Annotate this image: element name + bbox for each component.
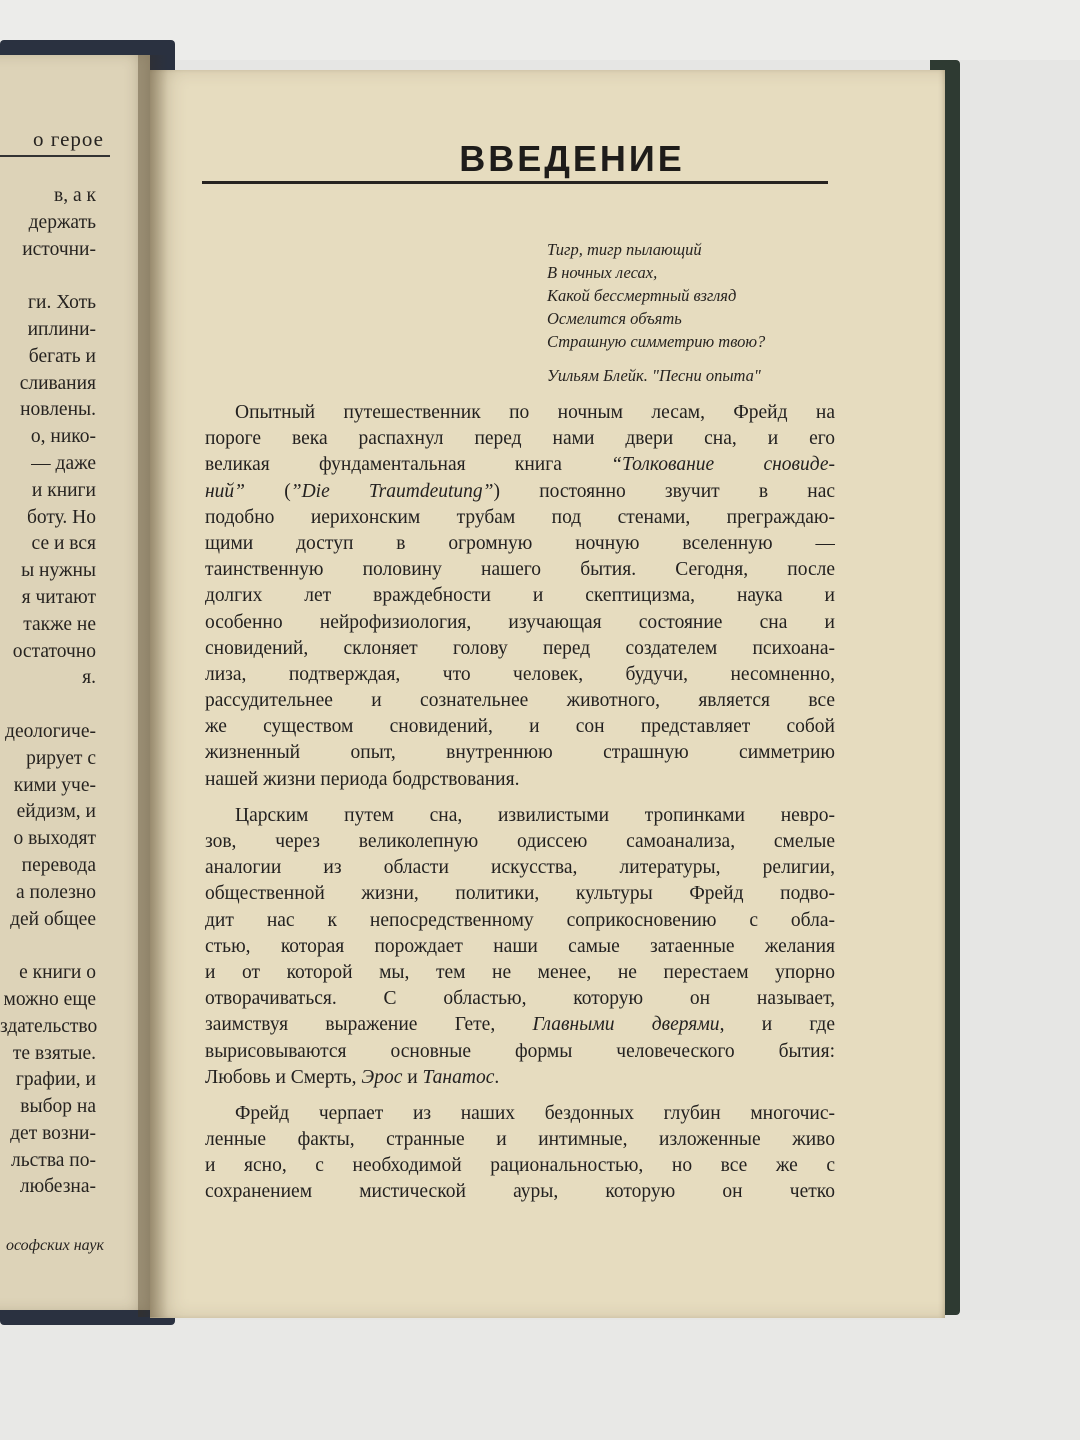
text-line: ы нужны xyxy=(21,560,96,582)
body-line: отворачиваться. С областью, которую он называет, xyxy=(205,988,835,1010)
epigraph xyxy=(547,238,837,386)
body-line: Опытный путешественник по ночным лесам, Фрейд на xyxy=(235,402,835,423)
left-page xyxy=(0,55,150,1310)
text-line: — даже xyxy=(31,452,96,474)
text-line: те взятые. xyxy=(12,1042,96,1064)
text-line: ги. Хоть xyxy=(28,292,96,314)
body-line: аналогии из области искусства, литературы, религии, xyxy=(205,857,835,879)
title-rule xyxy=(202,181,828,184)
body-line: ний” (”Die Traumdeutung”) постоянно звучит в нас xyxy=(205,480,835,502)
body-line: стью, которая порождает наши самые затаенные желания xyxy=(205,935,835,957)
body-line: и от которой мы, тем не менее, не перестаем упорно xyxy=(205,961,835,983)
text-line xyxy=(0,263,96,290)
text-line: сливания xyxy=(19,372,96,394)
body-line: подобно иерихонским трубам под стенами, преграждаю- xyxy=(205,506,835,528)
text-line: я. xyxy=(82,667,96,689)
body-line: рассудительнее и сознательнее животного, является все xyxy=(205,690,835,712)
text-line: здательство xyxy=(0,1015,98,1037)
body-line: зов, через великолепную одиссею самоанализа, смелые xyxy=(205,831,835,852)
text-line: также не xyxy=(23,613,96,635)
text-line: иплини- xyxy=(27,318,96,340)
text-line: е книги о xyxy=(19,962,96,984)
text-line: бегать и xyxy=(28,345,96,367)
text-line: о выходят xyxy=(13,828,96,850)
body-line: сновидений, склоняет голову перед создателем психоана- xyxy=(205,637,835,659)
text-line: выбор на xyxy=(20,1096,96,1118)
right-page xyxy=(150,70,945,1318)
text-line: дет возни- xyxy=(10,1122,96,1144)
epigraph-source: Уильям Блейк. "Песни опыта" xyxy=(547,366,761,385)
epigraph-line: Тигр, тигр пылающий xyxy=(547,240,702,259)
body-line: великая фундаментальная книга “Толкование сновиде- xyxy=(205,454,835,476)
text-line: дей общее xyxy=(10,908,96,930)
text-line: держать xyxy=(28,211,96,233)
text-line: я читают xyxy=(21,586,96,608)
body-line: нашей жизни периода бодрствования. xyxy=(205,768,520,790)
body-line: же существом сновидений, и сон представляет собой xyxy=(205,716,835,738)
text-line: се и вся xyxy=(31,533,96,555)
gutter-shadow xyxy=(138,55,168,1317)
table-surface xyxy=(0,1320,1080,1440)
body-line: жизненный опыт, внутреннюю страшную симметрию xyxy=(205,742,835,764)
epigraph-line: Осмелится объять xyxy=(547,309,682,328)
body-line: особенно нейрофизиология, изучающая состояние сна и xyxy=(205,611,835,633)
body-text xyxy=(205,400,835,1206)
body-line: Фрейд черпает из наших бездонных глубин многочис- xyxy=(235,1102,835,1124)
body-line: Любовь и Смерть, Эрос и Танатос. xyxy=(205,1066,500,1088)
body-line: таинственную половину нашего бытия. Сегодня, после xyxy=(205,559,835,581)
text-line: новлены. xyxy=(20,399,96,421)
chapter-title: ВВЕДЕНИЕ xyxy=(459,138,685,179)
text-line: перевода xyxy=(21,854,96,876)
body-line: заимствуя выражение Гете, Главными дверями, и где xyxy=(205,1014,835,1036)
running-head: о герое xyxy=(33,127,104,151)
epigraph-line: В ночных лесах, xyxy=(547,263,658,282)
text-line: в, а к xyxy=(54,185,96,206)
text-line: боту. Но xyxy=(26,506,96,528)
body-line: сохранением мистической ауры, которую он четко xyxy=(205,1181,835,1203)
text-line: деологиче- xyxy=(5,720,96,742)
body-line: щими доступ в огромную ночную вселенную — xyxy=(205,532,835,554)
body-line: долгих лет враждебности и скептицизма, наука и xyxy=(205,585,835,607)
text-line: кими уче- xyxy=(13,774,96,796)
text-line: графии, и xyxy=(15,1069,96,1091)
text-line: рирует с xyxy=(26,747,96,769)
text-line xyxy=(0,933,96,960)
text-line: можно еще xyxy=(3,988,96,1010)
text-line: о, нико- xyxy=(30,426,96,448)
body-line: дит нас к непосредственному соприкосновению с обла- xyxy=(205,909,835,931)
text-line: льства по- xyxy=(11,1149,96,1171)
epigraph-line: Какой бессмертный взгляд xyxy=(547,286,737,305)
body-line: пороге века распахнул перед нами двери сна, и его xyxy=(205,428,835,450)
body-line: Царским путем сна, извилистыми тропинками невро- xyxy=(235,804,835,826)
footnote: ософских наук xyxy=(5,1237,104,1254)
text-line: ейдизм, и xyxy=(16,801,96,823)
text-line: источни- xyxy=(22,238,96,260)
body-line: вырисовываются основные формы человеческого бытия: xyxy=(205,1040,835,1062)
left-page-text xyxy=(0,183,96,1201)
body-line: общественной жизни, политики, культуры Фрейд подво- xyxy=(205,883,835,905)
text-line: любезна- xyxy=(19,1176,96,1198)
text-line: а полезно xyxy=(16,881,96,903)
text-line xyxy=(0,692,96,719)
text-line: остаточно xyxy=(12,640,96,662)
epigraph-line: Страшную симметрию твою? xyxy=(547,332,766,351)
body-line: ленные факты, странные и интимные, изложенные живо xyxy=(205,1129,835,1151)
body-line: и ясно, с необходимой рациональностью, но все же с xyxy=(205,1155,835,1177)
body-line: лиза, подтверждая, что человек, будучи, несомненно, xyxy=(205,663,835,685)
running-head-rule xyxy=(0,155,110,157)
text-line: и книги xyxy=(31,479,96,501)
